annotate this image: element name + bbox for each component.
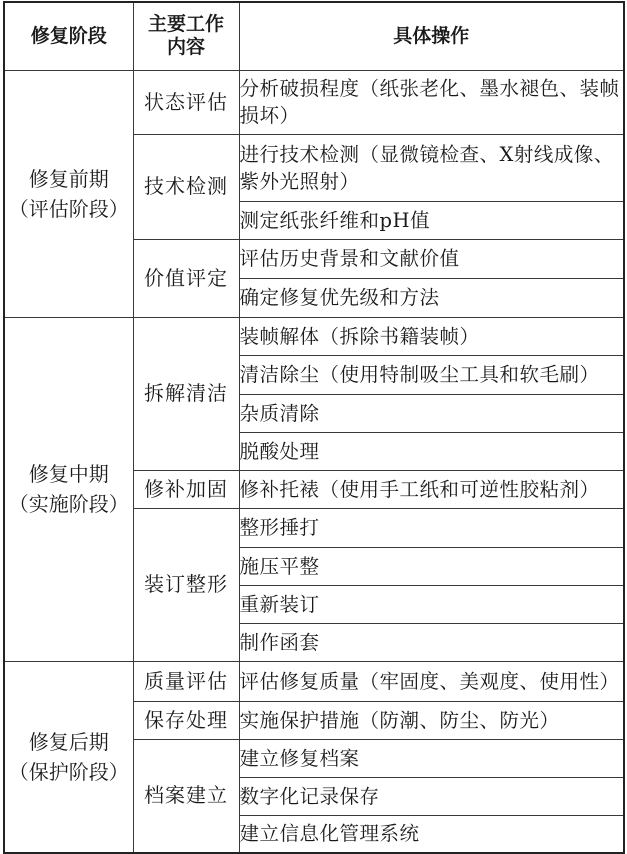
header-task-line2: 内容 xyxy=(166,36,205,59)
operation-cell: 脱酸处理 xyxy=(239,432,624,470)
table-row xyxy=(4,70,624,134)
operation-cell: 建立信息化管理系统 xyxy=(239,815,624,853)
operation-cell: 修补托裱（使用手工纸和可逆性胶粘剂） xyxy=(239,470,624,508)
operation-cell: 数字化记录保存 xyxy=(239,777,624,815)
operation-cell: 施压平整 xyxy=(239,547,624,585)
stage-phase: （实施阶段） xyxy=(8,492,129,516)
table-row xyxy=(4,317,624,355)
task-cell: 装订整形 xyxy=(133,508,239,661)
stage-phase: （保护阶段） xyxy=(8,759,129,784)
task-cell: 修补加固 xyxy=(133,470,239,508)
operation-cell: 进行技术检测（显微镜检查、X射线成像、紫外光照射） xyxy=(239,134,624,201)
operation-cell: 实施保护措施（防潮、防尘、防光） xyxy=(239,701,624,739)
operation-cell: 评估历史背景和文献价值 xyxy=(239,239,624,278)
operation-cell: 整形捶打 xyxy=(239,508,624,547)
operation-cell: 确定修复优先级和方法 xyxy=(239,278,624,317)
operation-cell: 制作函套 xyxy=(239,623,624,661)
header-operation: 具体操作 xyxy=(239,2,624,70)
header-stage: 修复阶段 xyxy=(4,2,133,70)
stage-name: 修复后期 xyxy=(28,729,109,754)
restoration-stages-table xyxy=(3,1,625,854)
operation-cell: 测定纸张纤维和pH值 xyxy=(239,201,624,239)
operation-cell: 重新装订 xyxy=(239,585,624,623)
header-row xyxy=(4,2,624,70)
stage-cell xyxy=(4,70,133,317)
stage-phase: （评估阶段） xyxy=(8,196,129,221)
header-task-line1: 主要工作 xyxy=(147,13,224,36)
task-cell: 拆解清洁 xyxy=(133,317,239,470)
stage-name: 修复前期 xyxy=(28,166,109,191)
stage-name: 修复中期 xyxy=(28,462,109,486)
operation-cell: 分析破损程度（纸张老化、墨水褪色、装帧损坏） xyxy=(239,70,624,134)
stage-cell xyxy=(4,661,133,853)
task-cell: 状态评估 xyxy=(133,70,239,134)
header-task xyxy=(133,2,239,70)
stage-cell xyxy=(4,317,133,661)
operation-cell: 建立修复档案 xyxy=(239,739,624,777)
task-cell: 保存处理 xyxy=(133,701,239,739)
operation-cell: 评估修复质量（牢固度、美观度、使用性） xyxy=(239,661,624,701)
task-cell: 质量评估 xyxy=(133,661,239,701)
operation-cell: 清洁除尘（使用特制吸尘工具和软毛刷） xyxy=(239,355,624,394)
operation-cell: 杂质清除 xyxy=(239,394,624,432)
operation-cell: 装帧解体（拆除书籍装帧） xyxy=(239,317,624,355)
table-row xyxy=(4,661,624,701)
task-cell: 技术检测 xyxy=(133,134,239,239)
task-cell: 档案建立 xyxy=(133,739,239,853)
task-cell: 价值评定 xyxy=(133,239,239,317)
